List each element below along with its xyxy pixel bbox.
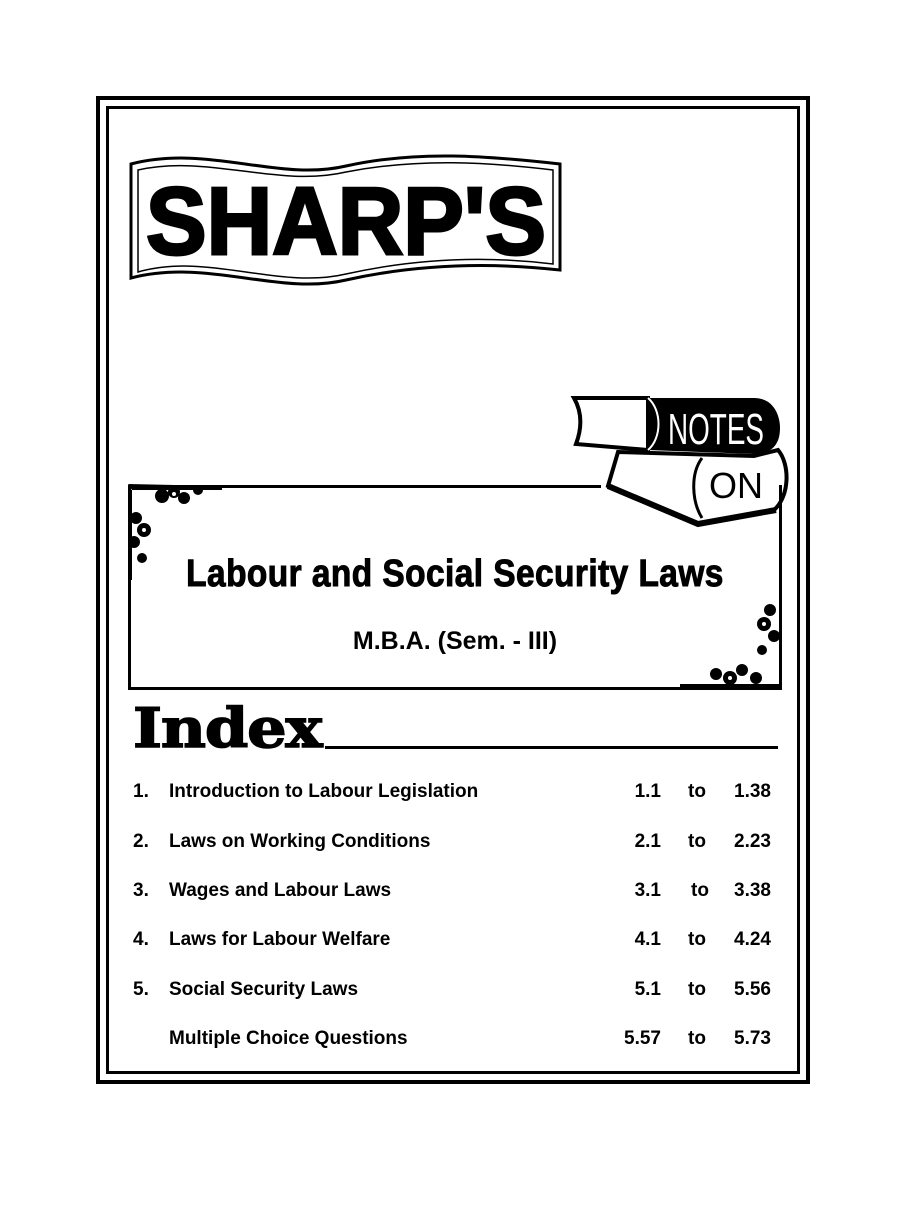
entry-to: to <box>688 1028 706 1049</box>
index-entry <box>133 781 773 805</box>
entry-start-page: 2.1 <box>634 831 661 852</box>
entry-number: 2. <box>133 831 149 852</box>
entry-start-page: 4.1 <box>634 929 661 950</box>
entry-end-page: 4.24 <box>734 929 771 950</box>
entry-title: Introduction to Labour Legislation <box>169 781 479 802</box>
index-entry <box>133 880 773 904</box>
entry-end-page: 2.23 <box>734 831 771 852</box>
index-entry <box>133 979 773 1003</box>
entry-end-page: 5.56 <box>734 979 771 1000</box>
on-text: ON <box>709 465 763 506</box>
index-entry <box>133 1028 773 1052</box>
entry-number: 4. <box>133 929 149 950</box>
entry-start-page: 5.57 <box>624 1028 661 1049</box>
notes-text: NOTES <box>668 405 764 454</box>
entry-number: 5. <box>133 979 149 1000</box>
course-label: M.B.A. (Sem. - III) <box>352 627 558 655</box>
entry-to: to <box>691 880 709 901</box>
brand-text: SHARP'S <box>146 168 546 275</box>
entry-start-page: 3.1 <box>634 880 661 901</box>
sharps-banner-logo <box>128 152 564 284</box>
entry-title: Wages and Labour Laws <box>169 880 392 901</box>
entry-title: Laws on Working Conditions <box>169 831 431 852</box>
entry-end-page: 3.38 <box>734 880 771 901</box>
entry-title: Laws for Labour Welfare <box>169 929 391 950</box>
entry-end-page: 1.38 <box>734 781 771 802</box>
floral-ornament-top-left-icon <box>122 480 232 590</box>
entry-to: to <box>688 979 706 1000</box>
index-heading: Index <box>133 696 322 760</box>
entry-title: Social Security Laws <box>169 979 359 1000</box>
index-entry <box>133 831 773 855</box>
entry-number: 1. <box>133 781 149 802</box>
subject-title: Labour and Social Security Laws <box>186 553 724 595</box>
entry-end-page: 5.73 <box>734 1028 771 1049</box>
entry-number: 3. <box>133 880 149 901</box>
entry-title: Multiple Choice Questions <box>169 1028 408 1049</box>
floral-ornament-bottom-right-icon <box>676 590 786 694</box>
entry-start-page: 5.1 <box>634 979 661 1000</box>
index-entry <box>133 929 773 953</box>
entry-to: to <box>688 929 706 950</box>
entry-to: to <box>688 781 706 802</box>
entry-start-page: 1.1 <box>634 781 661 802</box>
index-underline <box>325 746 778 749</box>
entry-to: to <box>688 831 706 852</box>
